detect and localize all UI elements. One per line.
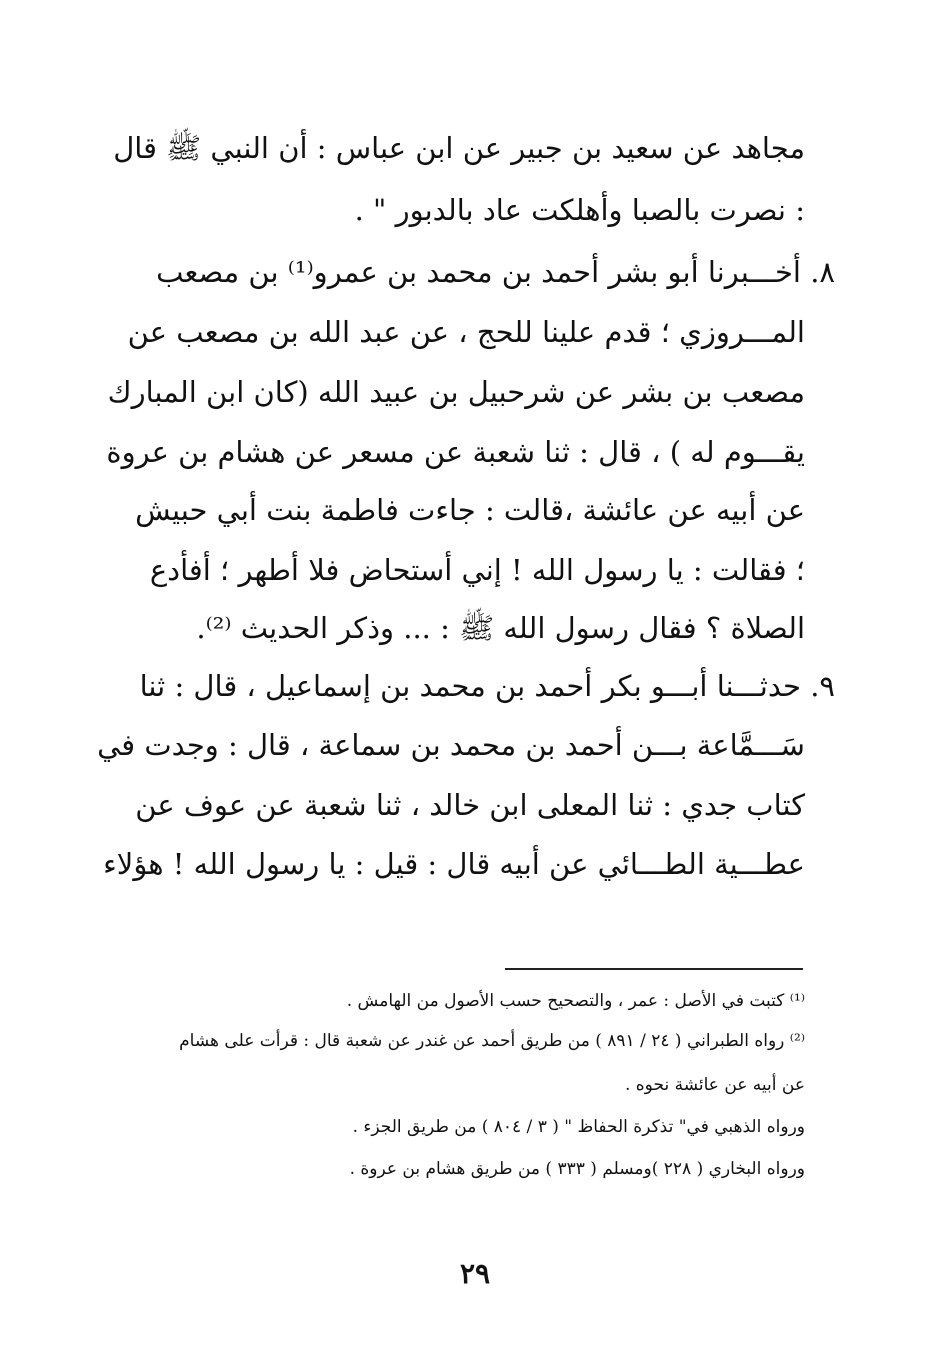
body-text-line: : نصرت بالصبا وأهلكت عاد بالدبور " . bbox=[354, 193, 805, 227]
body-text-line: الصلاة ؟ فقال رسول الله ﷺ : ... وذكر الحديث ⁽²⁾. bbox=[196, 611, 805, 645]
footnote-1: ⁽¹⁾ كتبت في الأصل : عمر ، والتصحيح حسب الأصول من الهامش . bbox=[346, 991, 805, 1011]
numbered-entry-8-line: ٨. أخـــبرنا أبو بشر أحمد بن محمد بن عمرو⁽¹⁾ بن مصعب bbox=[156, 255, 835, 289]
numbered-entry-9-line: ٩. حدثـــنا أبـــو بكر أحمد بن محمد بن إسماعيل ، قال : ثنا bbox=[139, 669, 835, 703]
footnote-separator bbox=[505, 968, 803, 970]
footnote-2: ⁽²⁾ رواه الطبراني ( ٢٤ / ٨٩١ ) من طريق أحمد عن غندر عن شعبة قال : قرأت على هشام bbox=[179, 1031, 805, 1051]
body-text-line: مصعب بن بشر عن شرحبيل بن عبيد الله (كان ابن المبارك bbox=[107, 375, 805, 409]
body-text-line: المـــروزي ؛ قدم علينا للحج ، عن عبد الله بن مصعب عن bbox=[127, 315, 805, 349]
body-text-line: مجاهد عن سعيد بن جبير عن ابن عباس : أن النبي ﷺ قال bbox=[113, 131, 805, 165]
footnote-2-continuation: ورواه البخاري ( ٢٢٨ )ومسلم ( ٣٣٣ ) من طريق هشام بن عروة . bbox=[349, 1159, 805, 1179]
body-text-line: كتاب جدي : ثنا المعلى ابن خالد ، ثنا شعبة عن عوف عن bbox=[135, 788, 805, 822]
footnote-2-continuation: عن أبيه عن عائشة نحوه . bbox=[624, 1075, 805, 1095]
body-text-line: ؛ فقالت : يا رسول الله ! إني أستحاض فلا أطهر ؛ أفأدع bbox=[149, 553, 805, 587]
page-number: ٢٩ bbox=[459, 1257, 491, 1290]
body-text-line: عطـــية الطـــائي عن أبيه قال : قيل : يا رسول الله ! هؤلاء bbox=[103, 847, 805, 881]
footnote-2-continuation: ورواه الذهبي في" تذكرة الحفاظ " ( ٣ / ٨٠٤ ) من طريق الجزء . bbox=[352, 1117, 805, 1137]
body-text-line: سَـــمَّاعة بـــن أحمد بن محمد بن سماعة ، قال : وجدت في bbox=[97, 728, 805, 762]
body-text-line: عن أبيه عن عائشة ،قالت : جاءت فاطمة بنت أبي حبيش bbox=[135, 493, 805, 527]
body-text-line: يقـــوم له ) ، قال : ثنا شعبة عن مسعر عن هشام بن عروة bbox=[106, 435, 805, 469]
